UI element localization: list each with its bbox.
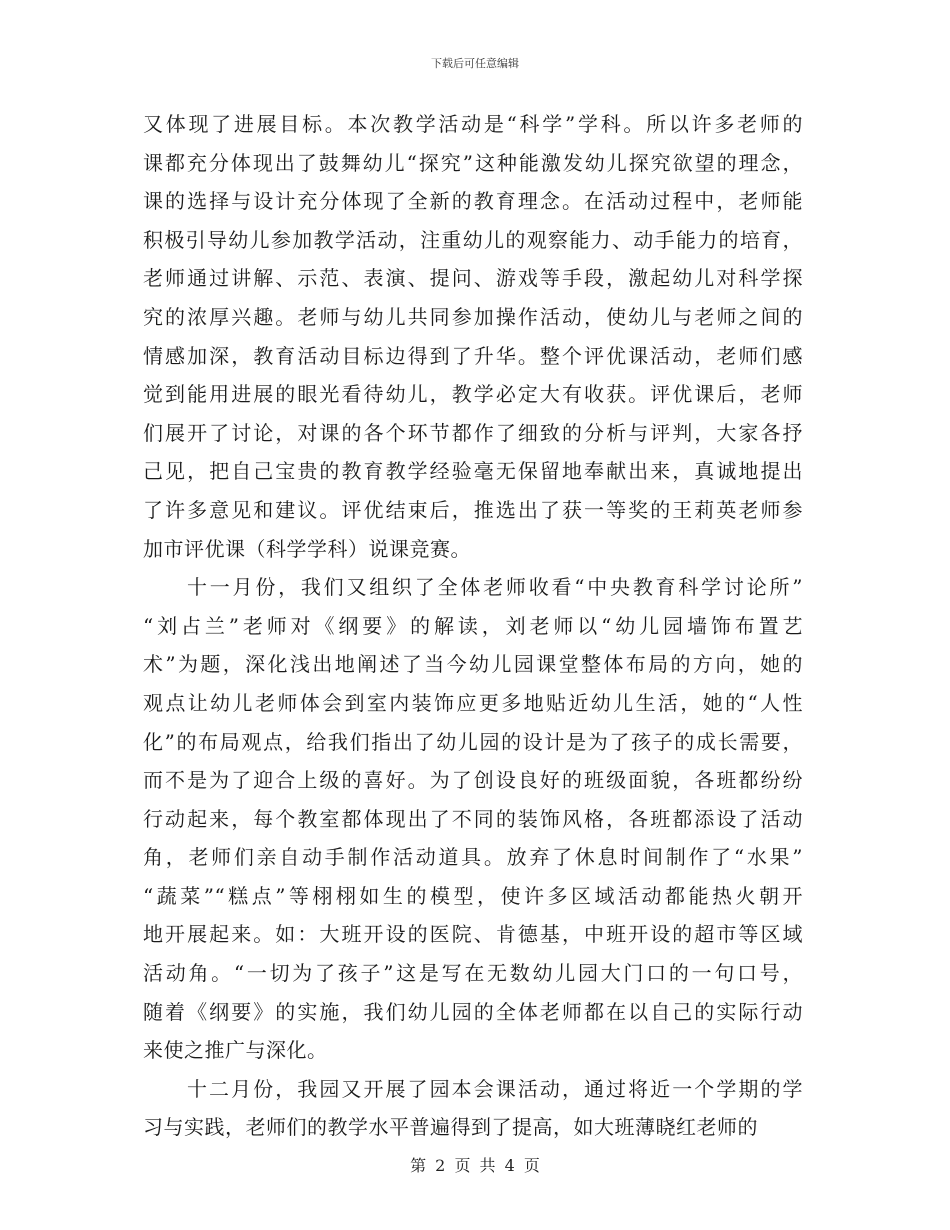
- text-line: 习与实践，老师们的教学水平普遍得到了提高，如大班薄晓红老师的: [143, 1115, 758, 1140]
- text-line: 们展开了讨论，对课的各个环节都作了细致的分析与评判，大家各抒: [143, 420, 803, 445]
- text-line: 老师通过讲解、示范、表演、提问、游戏等手段，激起幼儿对科学探: [143, 266, 803, 291]
- text-line: 角，老师们亲自动手制作活动道具。放弃了休息时间制作了“水果”: [143, 845, 803, 870]
- text-line: 而不是为了迎合上级的喜好。为了创设良好的班级面貌，各班都纷纷: [143, 768, 803, 793]
- text-line: 觉到能用进展的眼光看待幼儿，教学必定大有收获。评优课后，老师: [143, 382, 803, 407]
- page-footer: 第 2 页 共 4 页: [410, 1156, 540, 1175]
- text-line: 随着《纲要》的实施，我们幼儿园的全体老师都在以自己的实际行动: [143, 999, 803, 1024]
- text-line: 积极引导幼儿参加教学活动，注重幼儿的观察能力、动手能力的培育，: [143, 227, 803, 252]
- text-line: 课都充分体现出了鼓舞幼儿“探究”这种能激发幼儿探究欲望的理念，: [143, 150, 803, 175]
- text-line: 化”的布局观点，给我们指出了幼儿园的设计是为了孩子的成长需要，: [143, 729, 803, 754]
- text-line: 术”为题，深化浅出地阐述了当今幼儿园课堂整体布局的方向，她的: [143, 652, 803, 677]
- text-line: 地开展起来。如：大班开设的医院、肯德基，中班开设的超市等区域: [143, 922, 803, 947]
- text-line: 究的浓厚兴趣。老师与幼儿共同参加操作活动，使幼儿与老师之间的: [143, 304, 803, 329]
- text-line: “蔬菜”“糕点”等栩栩如生的模型，使许多区域活动都能热火朝开: [143, 883, 803, 908]
- text-line: 观点让幼儿老师体会到室内装饰应更多地贴近幼儿生活，她的“人性: [143, 690, 803, 715]
- text-line: 来使之推广与深化。: [143, 1038, 328, 1063]
- text-line: 了许多意见和建议。评优结束后，推选出了获一等奖的王莉英老师参: [143, 497, 803, 522]
- text-line: 情感加深，教育活动目标边得到了升华。整个评优课活动，老师们感: [143, 343, 803, 368]
- text-line: 又体现了进展目标。本次教学活动是“科学”学科。所以许多老师的: [143, 112, 803, 136]
- text-line: 行动起来，每个教室都体现出了不同的装饰风格，各班都添设了活动: [143, 806, 803, 831]
- paragraph: [143, 1070, 803, 1147]
- paragraph: [143, 568, 803, 1070]
- text-line: “刘占兰”老师对《纲要》的解读，刘老师以“幼儿园墙饰布置艺: [143, 613, 803, 638]
- page-header: 下载后可任意编辑: [431, 57, 519, 70]
- text-line: 十一月份，我们又组织了全体老师收看“中央教育科学讨论所”: [187, 575, 803, 600]
- document-body: [143, 105, 803, 1147]
- text-line: 活动角。“一切为了孩子”这是写在无数幼儿园大门口的一句口号，: [143, 961, 803, 986]
- text-line: 课的选择与设计充分体现了全新的教育理念。在活动过程中，老师能: [143, 189, 803, 214]
- text-line: 加市评优课（科学学科）说课竞赛。: [143, 536, 471, 561]
- text-line: 十二月份，我园又开展了园本会课活动，通过将近一个学期的学: [187, 1076, 803, 1101]
- paragraph: [143, 105, 803, 568]
- text-line: 己见，把自己宝贵的教育教学经验毫无保留地奉献出来，真诚地提出: [143, 459, 803, 484]
